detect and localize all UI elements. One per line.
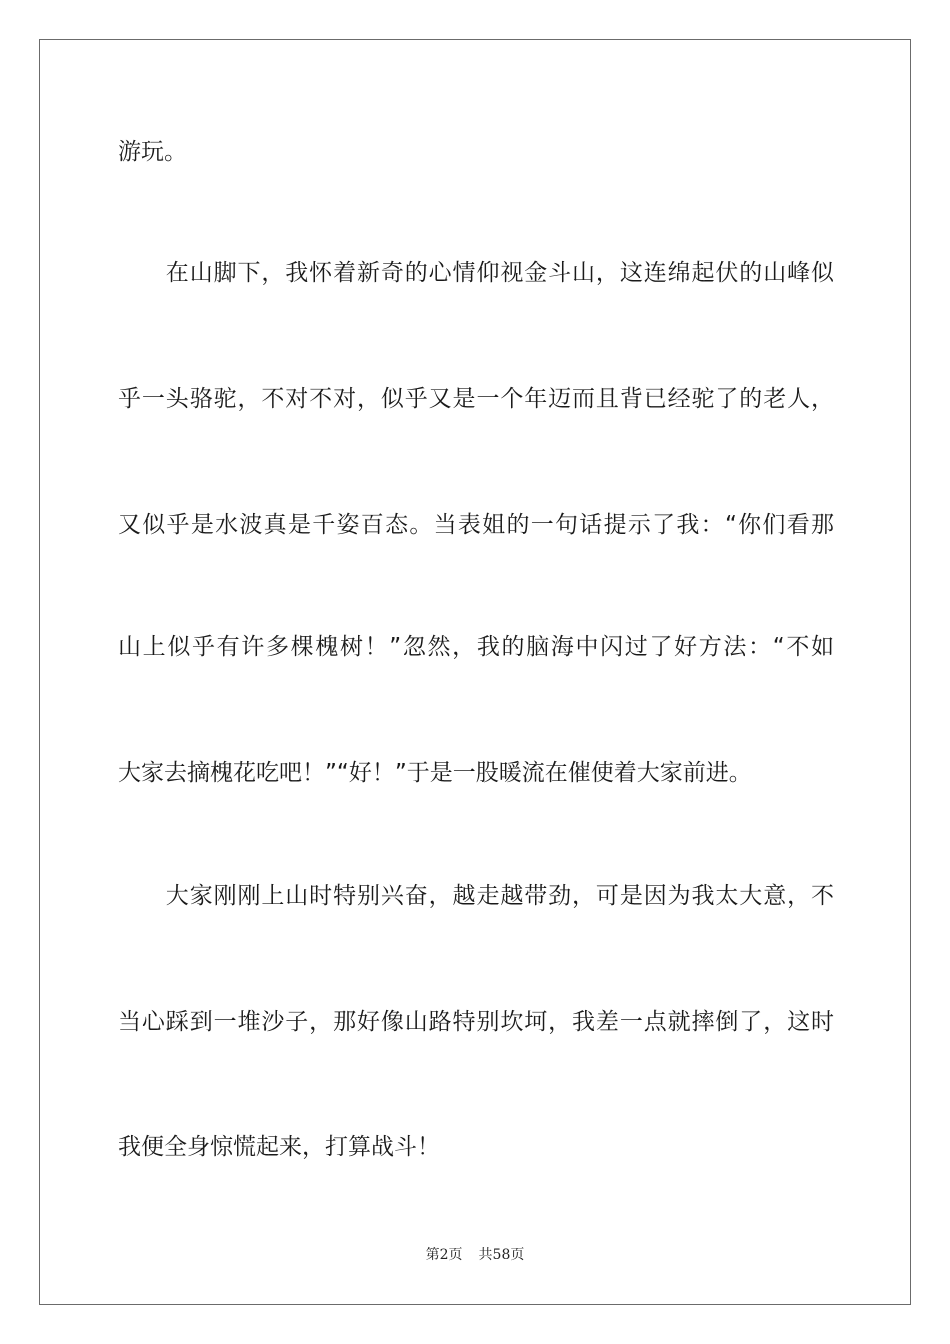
text-line-5: 山上似乎有许多棵槐树！”忽然，我的脑海中闪过了好方法：“不如	[118, 634, 834, 660]
text-line-8: 当心踩到一堆沙子，那好像山路特别坎坷，我差一点就摔倒了，这时	[118, 1009, 834, 1035]
page-number: 第2页	[425, 1247, 463, 1263]
text-line-3: 乎一头骆驼，不对不对，似乎又是一个年迈而且背已经驼了的老人，	[118, 386, 834, 412]
text-line-9: 我便全身惊慌起来，打算战斗！	[118, 1134, 440, 1160]
page-total: 共58页	[478, 1247, 525, 1263]
text-line-7: 大家刚刚上山时特别兴奋，越走越带劲，可是因为我太大意，不	[118, 883, 834, 909]
text-line-2: 在山脚下，我怀着新奇的心情仰视金斗山，这连绵起伏的山峰似	[118, 260, 834, 286]
text-line-1: 游玩。	[118, 139, 187, 165]
page-border	[39, 39, 911, 1305]
text-line-4: 又似乎是水波真是千姿百态。当表姐的一句话提示了我：“你们看那	[118, 512, 834, 538]
text-line-6: 大家去摘槐花吃吧！”“好！”于是一股暖流在催使着大家前进。	[118, 760, 752, 786]
page-footer	[0, 1246, 950, 1264]
